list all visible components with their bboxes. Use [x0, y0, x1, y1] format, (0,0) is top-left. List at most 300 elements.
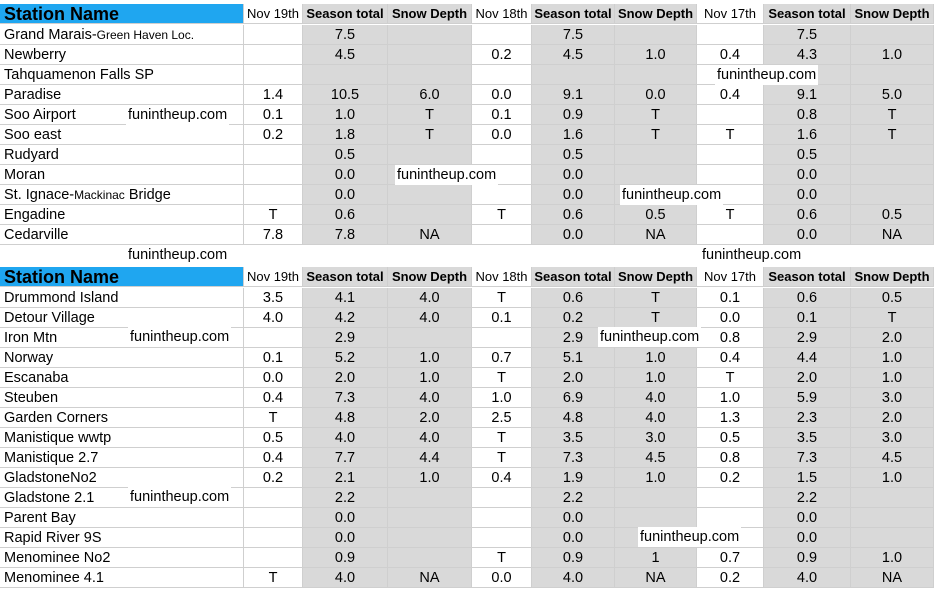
station-name-text: St. Ignace- — [4, 187, 75, 203]
watermark-text: funintheup.com — [640, 529, 740, 545]
t2-data-cell: 3.5 — [764, 428, 851, 448]
t2-data-cell: 3.5 — [244, 288, 303, 308]
t2-data-cell: 4.2 — [303, 308, 388, 328]
t1-data-cell — [697, 105, 764, 125]
watermark-text: funintheup.com — [130, 489, 230, 505]
t2-data-cell: 1.3 — [697, 408, 764, 428]
station-name-text: Paradise — [4, 87, 62, 103]
t1-data-cell: T — [697, 205, 764, 225]
t2-data-cell: 4.0 — [244, 308, 303, 328]
t1-data-cell: 1.4 — [244, 85, 303, 105]
t2-header-season2: Season total — [532, 267, 615, 287]
t1-data-cell: 0.5 — [303, 145, 388, 165]
t2-data-cell — [615, 508, 697, 528]
t2-data-cell — [851, 528, 934, 548]
t1-data-cell: 0.4 — [697, 85, 764, 105]
t1-data-cell: 1.0 — [303, 105, 388, 125]
t2-data-cell: 0.0 — [764, 528, 851, 548]
t1-station-name — [0, 125, 244, 145]
t2-station-name — [0, 308, 244, 328]
t1-data-cell — [388, 185, 472, 205]
t2-data-cell: T — [244, 408, 303, 428]
t1-data-cell — [472, 185, 532, 205]
t2-station-name — [0, 388, 244, 408]
t1-header-depth1: Snow Depth — [388, 4, 472, 24]
t1-data-cell: 0.4 — [697, 45, 764, 65]
t2-data-cell: 5.9 — [764, 388, 851, 408]
t2-data-cell: 5.1 — [532, 348, 615, 368]
t1-data-cell — [851, 185, 934, 205]
t2-header-date2: Nov 18th — [472, 267, 532, 287]
t2-data-cell: 4.0 — [303, 428, 388, 448]
t1-data-cell — [244, 145, 303, 165]
t2-data-cell: 0.6 — [764, 288, 851, 308]
t2-data-cell: 0.1 — [244, 348, 303, 368]
t2-station-name — [0, 408, 244, 428]
t1-data-cell: 0.5 — [532, 145, 615, 165]
watermark-text: funintheup.com — [702, 247, 802, 263]
t2-data-cell: 0.0 — [244, 368, 303, 388]
t2-data-cell — [244, 548, 303, 568]
t1-data-cell — [697, 225, 764, 245]
t2-data-cell: 4.0 — [615, 388, 697, 408]
t2-data-cell: 0.0 — [303, 508, 388, 528]
t2-table-row — [0, 508, 934, 528]
t2-table-row — [0, 368, 934, 388]
station-name-text: Tahquamenon Falls SP — [4, 67, 154, 83]
t2-table-row — [0, 408, 934, 428]
t2-data-cell: 4.0 — [388, 428, 472, 448]
t2-data-cell: 4.1 — [303, 288, 388, 308]
t2-data-cell: 0.9 — [764, 548, 851, 568]
t2-data-cell: T — [472, 548, 532, 568]
t1-data-cell: 0.0 — [764, 225, 851, 245]
t2-data-cell: 0.0 — [472, 568, 532, 588]
t2-table-row — [0, 428, 934, 448]
t1-data-cell — [615, 165, 697, 185]
t1-header-station: Station Name — [0, 4, 244, 24]
t2-data-cell: 2.9 — [764, 328, 851, 348]
station-name-text: Newberry — [4, 47, 67, 63]
t1-station-name — [0, 85, 244, 105]
t2-data-cell: 1.0 — [851, 548, 934, 568]
t1-data-cell — [472, 145, 532, 165]
t2-data-cell: 2.2 — [764, 488, 851, 508]
t2-table-row — [0, 528, 934, 548]
t1-data-cell — [244, 65, 303, 85]
t2-data-cell: 0.6 — [532, 288, 615, 308]
t1-data-cell: 0.0 — [303, 185, 388, 205]
t1-data-cell: 0.0 — [532, 225, 615, 245]
t2-data-cell — [244, 488, 303, 508]
t1-data-cell — [472, 25, 532, 45]
t2-data-cell: 1.0 — [472, 388, 532, 408]
t1-data-cell: 1.0 — [851, 45, 934, 65]
t2-header-date1: Nov 19th — [244, 267, 303, 287]
t2-data-cell: 2.0 — [851, 408, 934, 428]
station-name-suffix: Green Haven Loc. — [96, 28, 195, 42]
t1-header-season1: Season total — [303, 4, 388, 24]
t1-data-cell: 7.5 — [764, 25, 851, 45]
t2-data-cell: 0.2 — [697, 568, 764, 588]
station-name-text: Rapid River 9S — [4, 530, 102, 546]
t1-data-cell: 1.6 — [764, 125, 851, 145]
t1-data-cell: 0.0 — [532, 165, 615, 185]
t2-header-depth3: Snow Depth — [851, 267, 934, 287]
t1-data-cell — [615, 65, 697, 85]
t2-data-cell: 5.2 — [303, 348, 388, 368]
t1-data-cell: 6.0 — [388, 85, 472, 105]
t2-data-cell: NA — [388, 568, 472, 588]
t1-station-name — [0, 185, 244, 205]
t1-data-cell — [388, 25, 472, 45]
t1-data-cell: 0.0 — [764, 165, 851, 185]
t1-header-season3: Season total — [764, 4, 851, 24]
t1-header-row — [0, 4, 934, 24]
t2-data-cell: 0.7 — [697, 548, 764, 568]
t2-data-cell: 0.4 — [244, 448, 303, 468]
t2-data-cell — [472, 488, 532, 508]
t1-data-cell: 0.0 — [472, 125, 532, 145]
t1-data-cell — [472, 225, 532, 245]
t1-header-season2: Season total — [532, 4, 615, 24]
t2-data-cell: 0.4 — [244, 388, 303, 408]
t1-data-cell: 0.0 — [615, 85, 697, 105]
t1-data-cell — [388, 65, 472, 85]
t2-data-cell: 1 — [615, 548, 697, 568]
t2-data-cell: T — [615, 308, 697, 328]
t2-data-cell: 2.9 — [532, 328, 615, 348]
t1-data-cell: 10.5 — [303, 85, 388, 105]
t1-data-cell: 0.9 — [532, 105, 615, 125]
t2-data-cell: 0.9 — [303, 548, 388, 568]
t1-data-cell: 0.2 — [244, 125, 303, 145]
station-name-text: Engadine — [4, 207, 66, 223]
t2-station-name — [0, 528, 244, 548]
t1-data-cell: 4.5 — [532, 45, 615, 65]
t2-data-cell: 0.0 — [532, 528, 615, 548]
t1-data-cell: 1.6 — [532, 125, 615, 145]
watermark-text: funintheup.com — [130, 329, 230, 345]
t2-data-cell — [388, 528, 472, 548]
t2-data-cell: 0.7 — [472, 348, 532, 368]
t2-data-cell: 0.1 — [472, 308, 532, 328]
t2-data-cell: 6.9 — [532, 388, 615, 408]
t2-data-cell — [851, 488, 934, 508]
t2-station-name — [0, 508, 244, 528]
t2-data-cell: 0.2 — [532, 308, 615, 328]
t2-header-row — [0, 267, 934, 287]
station-name-text: Iron Mtn — [4, 330, 58, 346]
t2-data-cell: 2.2 — [532, 488, 615, 508]
t2-data-cell: 4.8 — [303, 408, 388, 428]
t2-data-cell: 0.8 — [697, 448, 764, 468]
t1-data-cell — [697, 165, 764, 185]
t2-table-row — [0, 308, 934, 328]
t2-data-cell — [244, 528, 303, 548]
t2-data-cell: 4.4 — [388, 448, 472, 468]
t1-data-cell: 0.8 — [764, 105, 851, 125]
t2-data-cell: T — [697, 368, 764, 388]
t2-data-cell: 4.0 — [615, 408, 697, 428]
t1-data-cell: 7.8 — [244, 225, 303, 245]
t1-data-cell: 7.5 — [303, 25, 388, 45]
station-name-text: Moran — [4, 167, 46, 183]
t2-data-cell: 1.0 — [851, 348, 934, 368]
t1-station-name — [0, 205, 244, 225]
t1-table-row — [0, 25, 934, 45]
t1-header-date2: Nov 18th — [472, 4, 532, 24]
t1-data-cell: 0.6 — [303, 205, 388, 225]
t1-data-cell — [388, 145, 472, 165]
t1-data-cell — [697, 145, 764, 165]
t2-data-cell: T — [472, 288, 532, 308]
t1-station-name — [0, 165, 244, 185]
t2-data-cell: NA — [615, 568, 697, 588]
t2-table-row — [0, 348, 934, 368]
t2-station-name — [0, 288, 244, 308]
t1-data-cell: T — [851, 125, 934, 145]
station-name-text: Drummond Island — [4, 290, 119, 306]
t1-data-cell: NA — [851, 225, 934, 245]
t1-data-cell: 4.3 — [764, 45, 851, 65]
t2-data-cell: T — [472, 448, 532, 468]
t1-table-row — [0, 125, 934, 145]
t2-header-season1: Season total — [303, 267, 388, 287]
t1-data-cell — [303, 65, 388, 85]
t1-data-cell: 0.5 — [851, 205, 934, 225]
t1-data-cell: 7.5 — [532, 25, 615, 45]
watermark-text: funintheup.com — [128, 107, 228, 123]
t1-data-cell: 0.0 — [303, 165, 388, 185]
t2-data-cell: 0.0 — [532, 508, 615, 528]
station-name-text: Soo Airport — [4, 107, 76, 123]
t2-data-cell: 7.3 — [764, 448, 851, 468]
station-name-text: Garden Corners — [4, 410, 108, 426]
watermark-text: funintheup.com — [717, 67, 817, 83]
station-name-tail: Bridge — [124, 187, 171, 203]
t2-data-cell: 1.0 — [851, 368, 934, 388]
station-name-text: Steuben — [4, 390, 59, 406]
station-name-suffix: Mackinac — [74, 188, 125, 202]
t1-data-cell — [615, 25, 697, 45]
watermark-text: funintheup.com — [600, 329, 700, 345]
t1-data-cell: T — [851, 105, 934, 125]
t2-data-cell: 4.0 — [388, 288, 472, 308]
t1-header-date1: Nov 19th — [244, 4, 303, 24]
watermark-text: funintheup.com — [622, 187, 722, 203]
t1-station-name — [0, 65, 244, 85]
t1-data-cell: 0.0 — [532, 185, 615, 205]
t2-data-cell: T — [615, 288, 697, 308]
t1-data-cell: 1.8 — [303, 125, 388, 145]
t2-data-cell: 0.8 — [697, 328, 764, 348]
station-name-text: Grand Marais- — [4, 27, 97, 43]
watermark-text: funintheup.com — [128, 247, 228, 263]
t1-station-name — [0, 225, 244, 245]
t1-table-row — [0, 225, 934, 245]
t2-data-cell: 4.5 — [615, 448, 697, 468]
t2-data-cell: T — [244, 568, 303, 588]
t1-header-depth2: Snow Depth — [615, 4, 697, 24]
t1-station-name — [0, 145, 244, 165]
t1-data-cell: 9.1 — [764, 85, 851, 105]
t2-data-cell: 2.0 — [303, 368, 388, 388]
t1-data-cell: T — [388, 105, 472, 125]
t1-data-cell — [851, 145, 934, 165]
t2-data-cell: 4.0 — [303, 568, 388, 588]
t1-data-cell — [851, 65, 934, 85]
t2-table-row — [0, 388, 934, 408]
t2-station-name — [0, 348, 244, 368]
t1-data-cell: T — [388, 125, 472, 145]
t1-data-cell: 5.0 — [851, 85, 934, 105]
t1-data-cell — [244, 45, 303, 65]
t2-data-cell: 7.3 — [532, 448, 615, 468]
t2-data-cell — [388, 548, 472, 568]
station-name-text: Gladstone 2.1 — [4, 490, 95, 506]
t2-data-cell — [851, 508, 934, 528]
t2-table-row — [0, 568, 934, 588]
t2-data-cell — [472, 328, 532, 348]
t2-data-cell: 0.0 — [764, 508, 851, 528]
t2-data-cell: 1.5 — [764, 468, 851, 488]
t1-data-cell: NA — [388, 225, 472, 245]
t2-data-cell — [244, 328, 303, 348]
t2-data-cell: 2.5 — [472, 408, 532, 428]
t2-data-cell: 4.5 — [851, 448, 934, 468]
t1-data-cell — [388, 45, 472, 65]
t1-data-cell: 0.6 — [764, 205, 851, 225]
t1-data-cell: T — [615, 125, 697, 145]
t2-data-cell: 1.0 — [615, 368, 697, 388]
t2-data-cell: 2.0 — [764, 368, 851, 388]
t2-data-cell — [388, 328, 472, 348]
t1-data-cell — [244, 185, 303, 205]
t2-data-cell: 0.2 — [697, 468, 764, 488]
t2-data-cell: 0.2 — [244, 468, 303, 488]
t2-table-row — [0, 468, 934, 488]
t2-station-name — [0, 468, 244, 488]
t2-data-cell — [472, 508, 532, 528]
t1-data-cell — [532, 65, 615, 85]
t2-header-depth1: Snow Depth — [388, 267, 472, 287]
t2-data-cell: 0.4 — [697, 348, 764, 368]
t2-data-cell: 1.0 — [388, 348, 472, 368]
t2-data-cell: 0.1 — [764, 308, 851, 328]
t2-data-cell — [697, 508, 764, 528]
t2-station-name — [0, 568, 244, 588]
station-name-text: Parent Bay — [4, 510, 76, 526]
watermark-text: funintheup.com — [397, 167, 497, 183]
t1-data-cell — [697, 25, 764, 45]
t2-data-cell: 2.1 — [303, 468, 388, 488]
t2-data-cell — [697, 488, 764, 508]
t2-data-cell: 2.3 — [764, 408, 851, 428]
t1-data-cell: 0.0 — [472, 85, 532, 105]
t1-data-cell: 0.5 — [615, 205, 697, 225]
t2-header-station: Station Name — [0, 267, 244, 287]
t1-data-cell — [472, 65, 532, 85]
t2-data-cell: 3.0 — [851, 388, 934, 408]
t2-header-date3: Nov 17th — [697, 267, 764, 287]
t2-data-cell: 2.0 — [532, 368, 615, 388]
t1-data-cell — [388, 205, 472, 225]
t2-data-cell: 4.8 — [532, 408, 615, 428]
t2-data-cell: 2.9 — [303, 328, 388, 348]
t2-station-name — [0, 548, 244, 568]
station-name-text: Soo east — [4, 127, 62, 143]
t2-data-cell: 0.0 — [303, 528, 388, 548]
t1-table-row — [0, 205, 934, 225]
t1-data-cell: 9.1 — [532, 85, 615, 105]
t2-data-cell: 4.4 — [764, 348, 851, 368]
t1-table-row — [0, 45, 934, 65]
t2-data-cell: 1.0 — [615, 348, 697, 368]
t1-data-cell: 0.5 — [764, 145, 851, 165]
t2-data-cell: 2.2 — [303, 488, 388, 508]
t2-data-cell — [388, 488, 472, 508]
t1-table-row — [0, 185, 934, 205]
t2-data-cell: T — [472, 428, 532, 448]
t2-data-cell: 1.0 — [388, 368, 472, 388]
t2-data-cell: 0.4 — [472, 468, 532, 488]
t2-data-cell: NA — [851, 568, 934, 588]
t2-data-cell: 3.0 — [615, 428, 697, 448]
station-name-text: Norway — [4, 350, 54, 366]
t1-table-row — [0, 145, 934, 165]
t2-data-cell: 4.0 — [532, 568, 615, 588]
t1-data-cell — [244, 25, 303, 45]
t2-data-cell: 3.5 — [532, 428, 615, 448]
t2-data-cell: 4.0 — [388, 308, 472, 328]
t2-data-cell: 1.0 — [851, 468, 934, 488]
t2-table-row — [0, 548, 934, 568]
t2-header-season3: Season total — [764, 267, 851, 287]
t2-station-name — [0, 428, 244, 448]
t1-header-depth3: Snow Depth — [851, 4, 934, 24]
t2-data-cell: 2.0 — [851, 328, 934, 348]
t2-data-cell: 1.0 — [615, 468, 697, 488]
station-name-text: Cedarville — [4, 227, 69, 243]
t1-data-cell — [851, 165, 934, 185]
t2-data-cell: T — [472, 368, 532, 388]
t2-data-cell: 7.3 — [303, 388, 388, 408]
t1-data-cell: 0.1 — [244, 105, 303, 125]
t1-station-name — [0, 45, 244, 65]
t1-data-cell: 0.0 — [764, 185, 851, 205]
t2-table-row — [0, 288, 934, 308]
station-name-text: Manistique wwtp — [4, 430, 112, 446]
t2-data-cell: 1.9 — [532, 468, 615, 488]
t2-data-cell — [472, 528, 532, 548]
station-name-text: Menominee 4.1 — [4, 570, 104, 586]
t2-data-cell — [244, 508, 303, 528]
t2-station-name — [0, 368, 244, 388]
t2-data-cell: 0.5 — [244, 428, 303, 448]
t1-data-cell: 1.0 — [615, 45, 697, 65]
station-name-text: Manistique 2.7 — [4, 450, 99, 466]
t1-table-row — [0, 85, 934, 105]
t2-header-depth2: Snow Depth — [615, 267, 697, 287]
t2-station-name — [0, 448, 244, 468]
station-name-text: GladstoneNo2 — [4, 470, 97, 486]
t1-data-cell — [244, 165, 303, 185]
t1-data-cell: T — [697, 125, 764, 145]
t2-data-cell: 0.5 — [851, 288, 934, 308]
t2-data-cell: T — [851, 308, 934, 328]
t1-data-cell — [851, 25, 934, 45]
